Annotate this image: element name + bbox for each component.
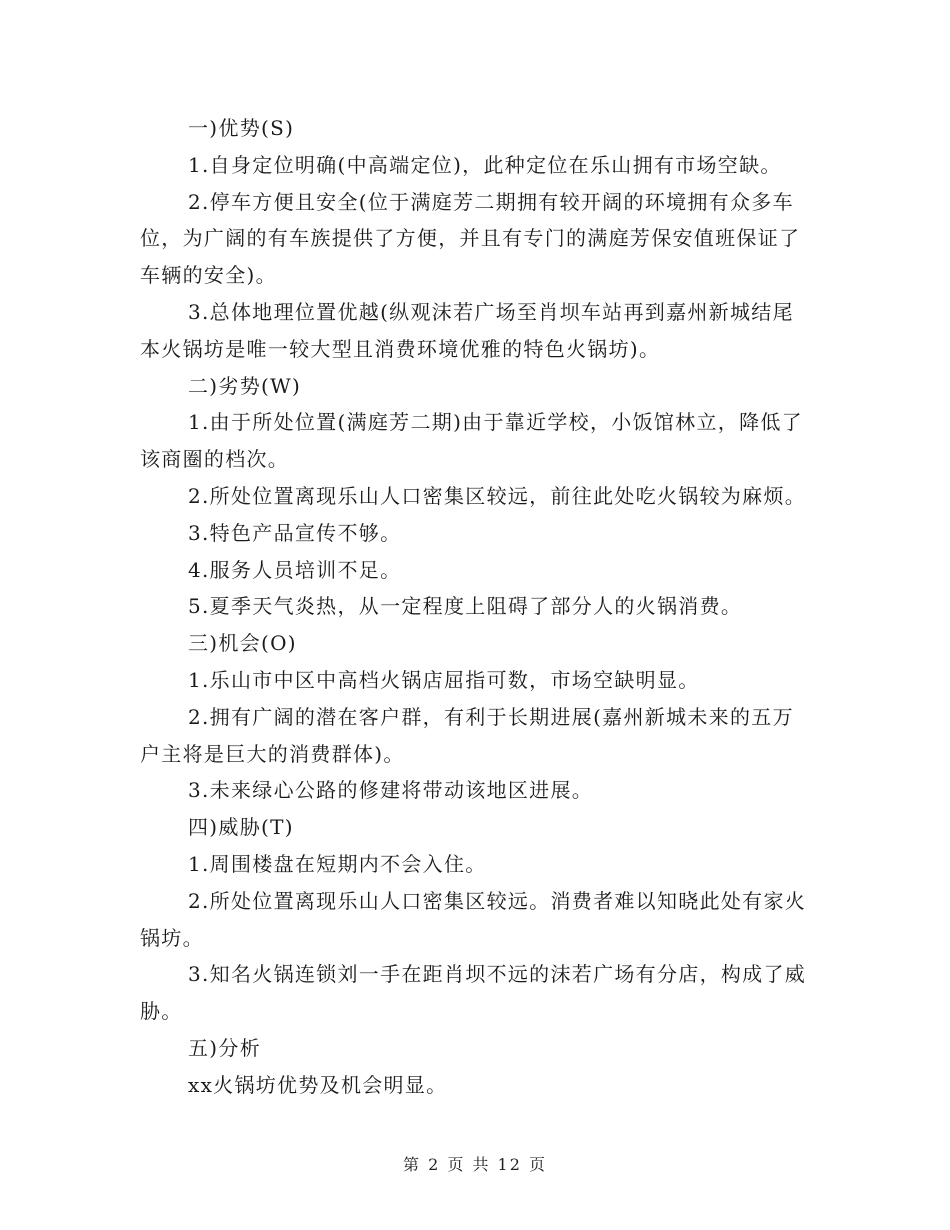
paragraph: 4.服务人员培训不足。	[188, 557, 402, 582]
paragraph: 3.知名火锅连锁刘一手在距肖坝不远的沫若广场有分店，构成了威胁。	[140, 962, 807, 1024]
paragraph: 5.夏季天气炎热，从一定程度上阻碍了部分人的火锅消费。	[188, 594, 743, 619]
paragraph: 1.由于所处位置(满庭芳二期)由于靠近学校，小饭馆林立，降低了该商圈的档次。	[140, 410, 803, 472]
page-footer: 第 2 页 共 12 页	[403, 1155, 547, 1174]
paragraph: 2.停车方便且安全(位于满庭芳二期拥有较开阔的环境拥有众多车位，为广阔的有车族提供了方便，并且有专门的满庭芳保安值班保证了车辆的安全)。	[140, 189, 801, 288]
section-heading-threats: 四)威胁(T)	[188, 815, 294, 840]
paragraph: 1.周围楼盘在短期内不会入住。	[188, 851, 487, 876]
section-heading-analysis: 五)分析	[188, 1035, 262, 1060]
section-heading-strengths: 一)优势(S)	[188, 116, 295, 140]
paragraph: 1.自身定位明确(中高端定位)，此种定位在乐山拥有市场空缺。	[188, 152, 782, 177]
paragraph: 2.拥有广阔的潜在客户群，有利于长期进展(嘉州新城未来的五万户主将是巨大的消费群体)。	[140, 704, 794, 766]
paragraph: 1.乐山市中区中高档火锅店屈指可数，市场空缺明显。	[188, 667, 700, 692]
paragraph: xx火锅坊优势及机会明显。	[188, 1072, 448, 1097]
paragraph: 3.未来绿心公路的修建将带动该地区进展。	[188, 778, 594, 803]
paragraph: 2.所处位置离现乐山人口密集区较远。消费者难以知晓此处有家火锅坊。	[140, 888, 807, 950]
section-heading-opportunities: 三)机会(O)	[188, 631, 297, 656]
paragraph: 3.特色产品宣传不够。	[188, 520, 402, 545]
section-heading-weaknesses: 二)劣势(W)	[188, 373, 302, 398]
paragraph: 3.总体地理位置优越(纵观沫若广场至肖坝车站再到嘉州新城结尾本火锅坊是唯一较大型且消费环境优雅的特色火锅坊)。	[140, 299, 794, 361]
document-body	[140, 110, 810, 1104]
paragraph: 2.所处位置离现乐山人口密集区较远，前往此处吃火锅较为麻烦。	[188, 483, 807, 508]
